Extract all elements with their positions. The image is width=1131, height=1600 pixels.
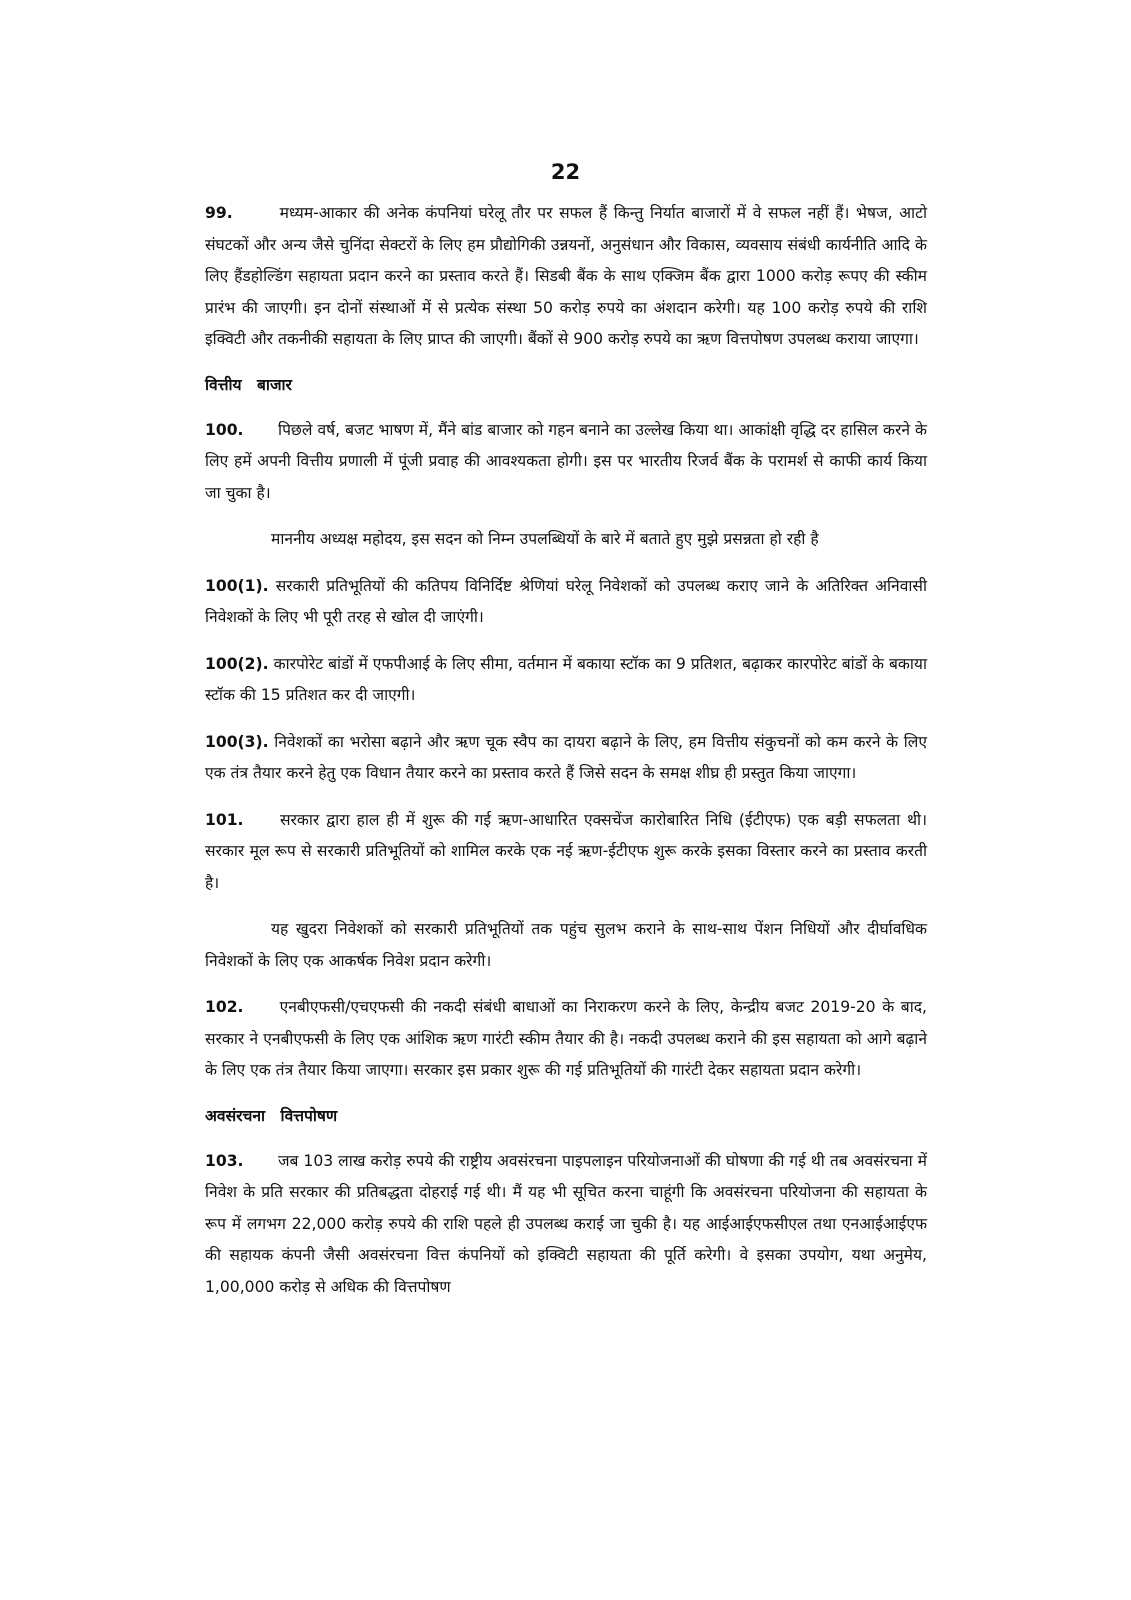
paragraph-101 — [205, 805, 927, 900]
section-heading-financial-market: वित्तीय बाजार — [205, 375, 292, 394]
paragraph-103 — [205, 1146, 927, 1304]
paragraph-text: मध्यम-आकार की अनेक कंपनियां घरेलू तौर पर सफल हैं किन्तु निर्यात बाजारों में वे सफल नहीं हैं। भेषज, आटो संघटकों और अन्य जैसे चुनिंदा सेक्टरों के लिए हम प्रौद्योगिकी उन्नयनों, अनुसंधान और विकास, व्यवसाय संबंधी कार्यनीति आदि के लिए हैंडहोल्डिंग सहायता प्रदान करने का प्रस्ताव करते हैं। सिडबी बैंक के साथ एक्जिम बैंक द्वारा 1000 करोड़ रूपए की स्कीम प्रारंभ की जाएगी। इन दोनों संस्थाओं में से प्रत्येक संस्था 50 करोड़ रुपये का अंशदान करेगी। यह 100 करोड़ रुपये की राशि इक्विटी और तकनीकी सहायता के लिए प्राप्त की जाएगी। बैंकों से 900 करोड़ रुपये का ऋण वित्तपोषण उपलब्ध कराया जाएगा। — [205, 204, 927, 348]
paragraph-number: 100. — [205, 420, 244, 439]
page-number: 22 — [550, 160, 581, 184]
paragraph-101-continued: यह खुदरा निवेशकों को सरकारी प्रतिभूतियों तक पहुंच सुलभ कराने के साथ-साथ पेंशन निधियों और दीर्घावधिक निवेशकों के लिए एक आकर्षक निवेश प्रदान करेगी। — [205, 920, 927, 970]
section-heading-infrastructure-finance: अवसंरचना वित्तपोषण — [205, 1106, 338, 1125]
paragraph-number: 100(2). — [205, 654, 269, 673]
paragraph-number: 102. — [205, 998, 244, 1016]
paragraph-100-3 — [205, 727, 927, 790]
paragraph-102 — [205, 992, 927, 1087]
paragraph-100-speaker: माननीय अध्यक्ष महोदय, इस सदन को निम्न उपलब्धियों के बारे में बताते हुए मुझे प्रसन्नता हो रही है — [271, 530, 819, 548]
paragraph-100-2 — [205, 649, 927, 712]
paragraph-text: निवेशकों का भरोसा बढ़ाने और ऋण चूक स्वैप का दायरा बढ़ाने के लिए, हम वित्तीय संकुचनों को कम करने के लिए एक तंत्र तैयार करने हेतु एक विधान तैयार करने का प्रस्ताव करते हैं जिसे सदन के समक्ष शीघ्र ही प्रस्तुत किया जाएगा। — [205, 732, 927, 782]
paragraph-text: पिछले वर्ष, बजट भाषण में, मैंने बांड बाजार को गहन बनाने का उल्लेख किया था। आकांक्षी वृद्धि दर हासिल करने के लिए हमें अपनी वित्तीय प्रणाली में पूंजी प्रवाह की आवश्यकता होगी। इस पर भारतीय रिजर्व बैंक के परामर्श से काफी कार्य किया जा चुका है। — [205, 420, 927, 502]
paragraph-text: सरकारी प्रतिभूतियों की कतिपय विनिर्दिष्ट श्रेणियां घरेलू निवेशकों को उपलब्ध कराए जाने के अतिरिक्त अनिवासी निवेशकों के लिए भी पूरी तरह से खोल दी जाएंगी। — [205, 576, 927, 626]
paragraph-text: एनबीएफसी/एचएफसी की नकदी संबंधी बाधाओं का निराकरण करने के लिए, केन्द्रीय बजट 2019-20 के बाद, सरकार ने एनबीएफसी के लिए एक आंशिक ऋण गारंटी स्कीम तैयार की है। नकदी उपलब्ध कराने की इस सहायता को आगे बढ़ाने के लिए एक तंत्र तैयार किया जाएगा। सरकार इस प्रकार शुरू की गई प्रतिभूतियों की गारंटी देकर सहायता प्रदान करेगी। — [205, 998, 927, 1079]
paragraph-number: 101. — [205, 810, 244, 829]
paragraph-text: कारपोरेट बांडों में एफपीआई के लिए सीमा, वर्तमान में बकाया स्टॉक का 9 प्रतिशत, बढ़ाकर कारपोरेट बांडों के बकाया स्टॉक की 15 प्रतिशत कर दी जाएगी। — [205, 654, 928, 704]
paragraph-100 — [205, 415, 927, 510]
paragraph-number: 100(3). — [205, 732, 269, 751]
paragraph-number: 103. — [205, 1151, 244, 1170]
paragraph-text: सरकार द्वारा हाल ही में शुरू की गई ऋण-आधारित एक्सचेंज कारोबारित निधि (ईटीएफ) एक बड़ी सफलता थी। सरकार मूल रूप से सरकारी प्रतिभूतियों को शामिल करके एक नई ऋण-ईटीएफ शुरू करके इसका विस्तार करने का प्रस्ताव करती है। — [205, 810, 927, 892]
document-body — [205, 198, 927, 1318]
paragraph-number: 100(1). — [205, 576, 269, 595]
paragraph-99 — [205, 198, 927, 356]
paragraph-text: जब 103 लाख करोड़ रुपये की राष्ट्रीय अवसंरचना पाइपलाइन परियोजनाओं की घोषणा की गई थी तब अवसंरचना में निवेश के प्रति सरकार की प्रतिबद्धता दोहराई गई थी। मैं यह भी सूचित करना चाहूंगी कि अवसंरचना परियोजना की सहायता के रूप में लगभग 22,000 करोड़ रुपये की राशि पहले ही उपलब्ध कराई जा चुकी है। यह आईआईएफसीएल तथा एनआईआईएफ की सहायक कंपनी जैसी अवसंरचना वित्त कंपनियों को इक्विटी सहायता की पूर्ति करेगी। वे इसका उपयोग, यथा अनुमेय, 1,00,000 करोड़ से अधिक की वित्तपोषण — [205, 1151, 927, 1296]
paragraph-100-1 — [205, 571, 927, 634]
paragraph-number: 99. — [205, 204, 233, 222]
